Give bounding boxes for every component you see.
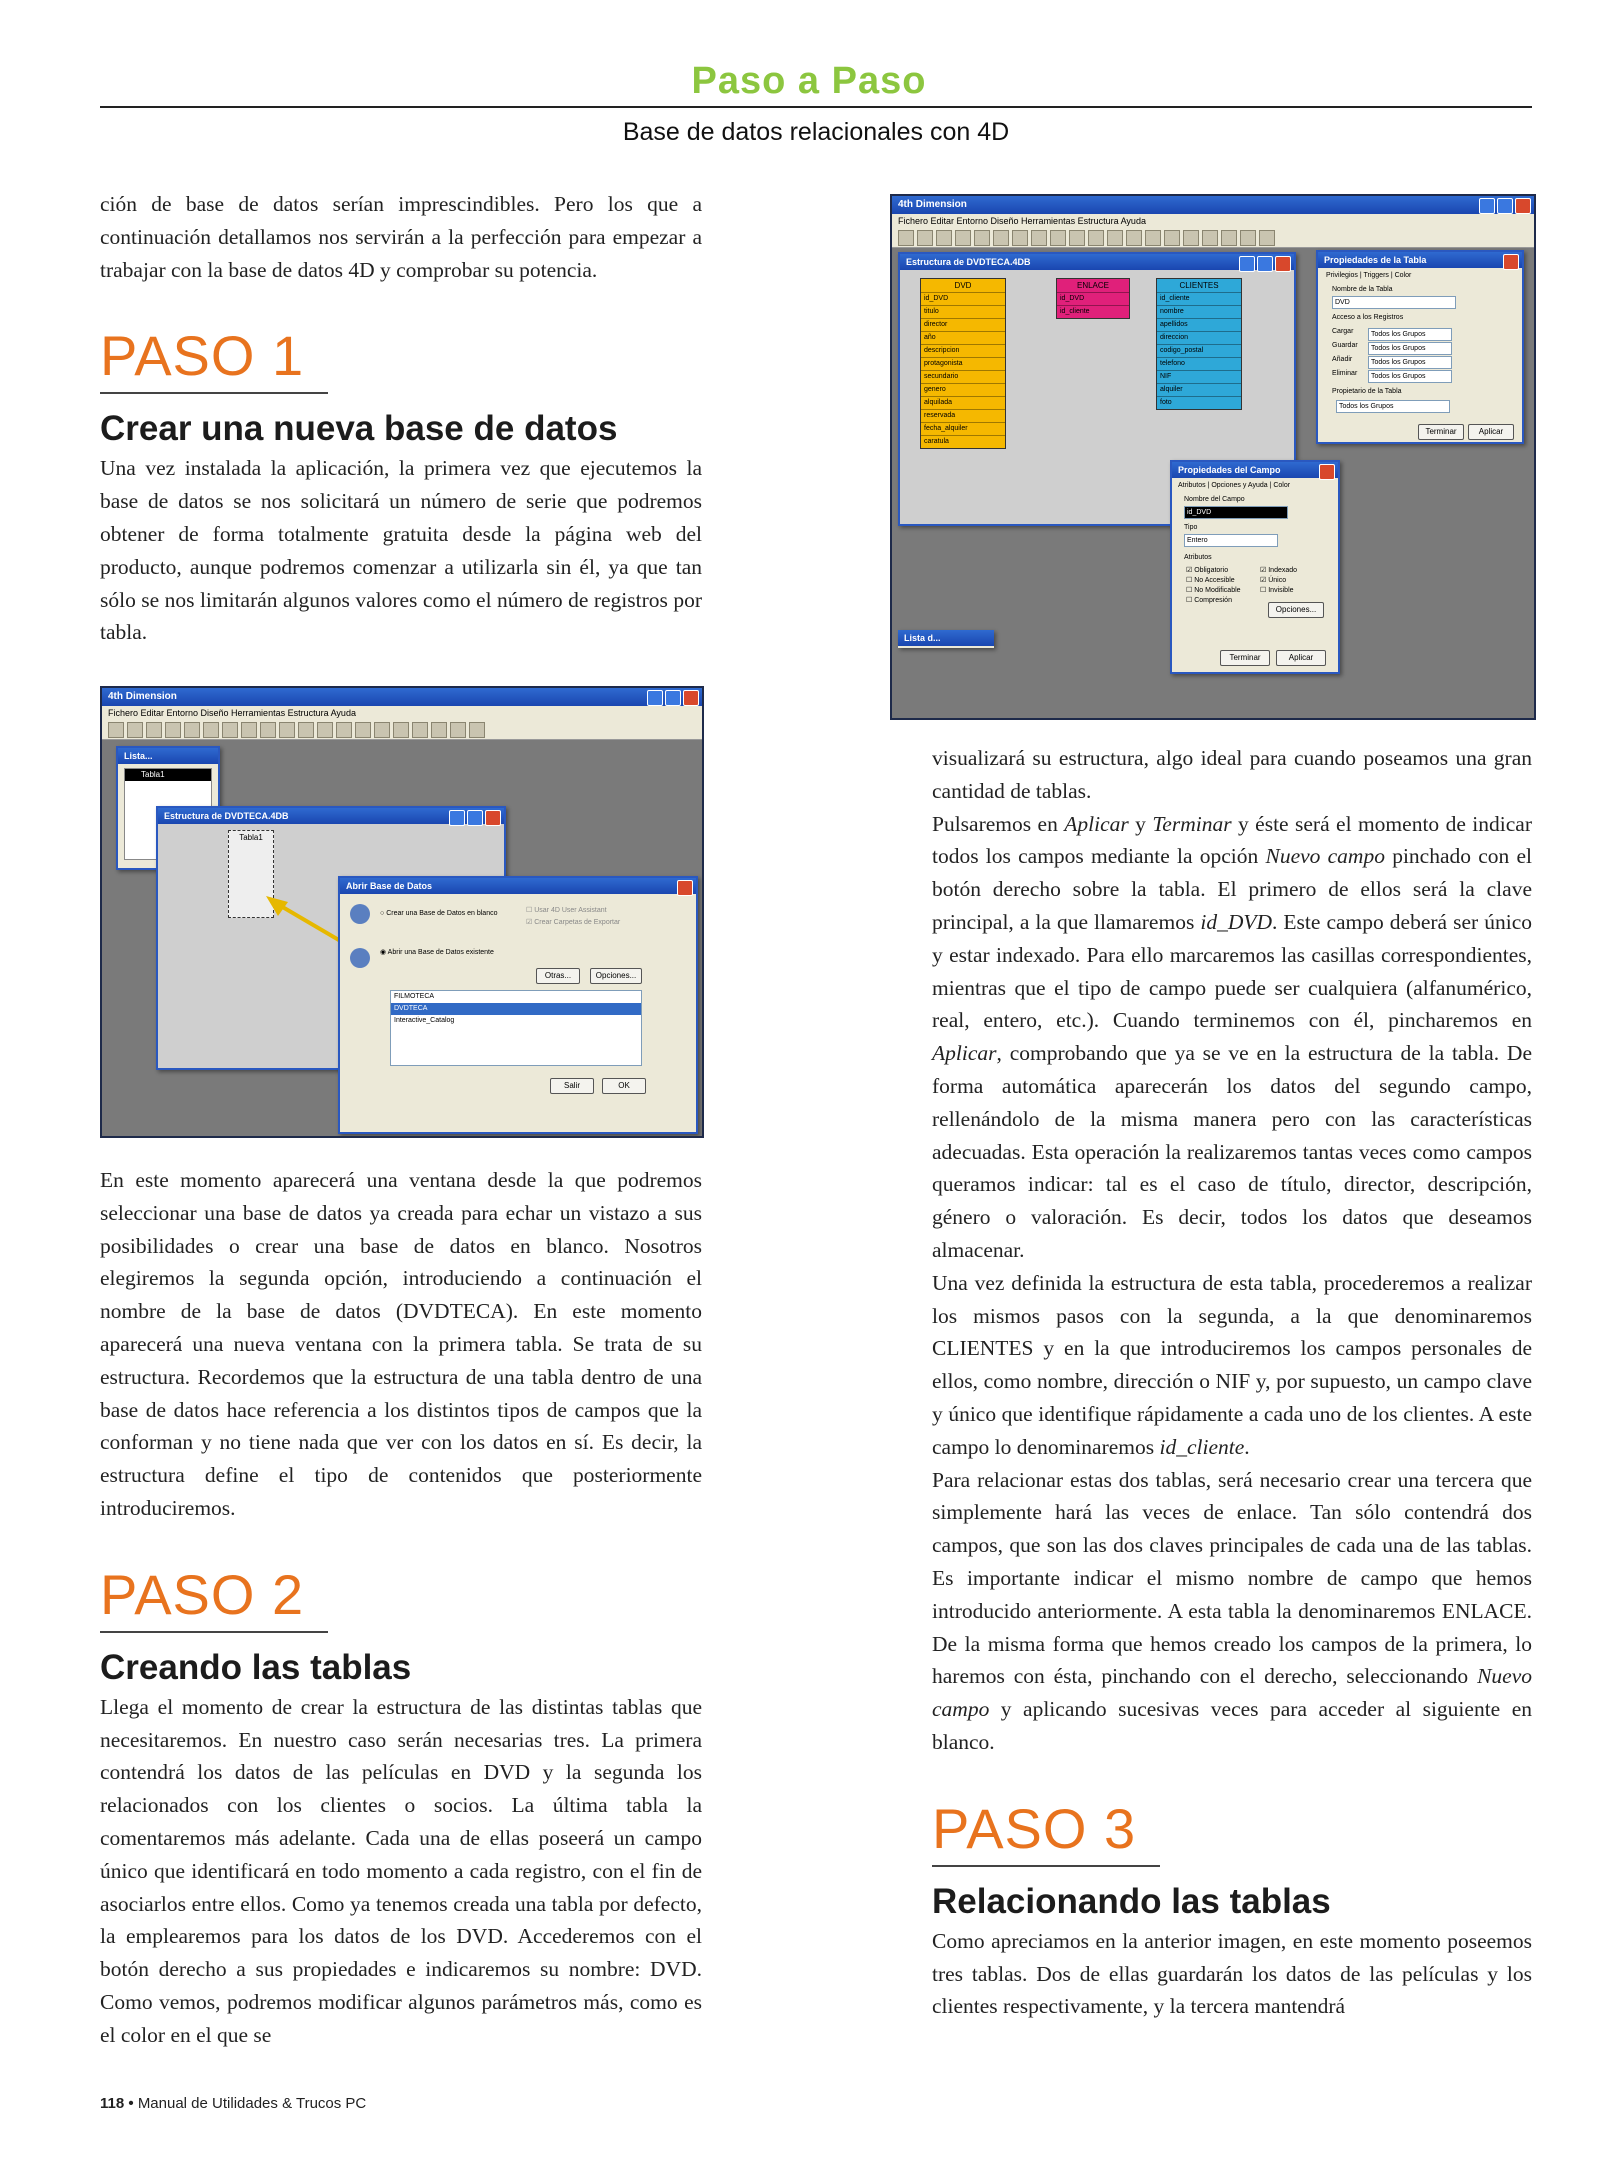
opciones-button[interactable]: Opciones...	[590, 968, 642, 984]
paso3-label: PASO 3	[932, 1799, 1160, 1867]
otras-button[interactable]: Otras...	[536, 968, 580, 984]
attr-checkbox[interactable]: ☐ No Modificable	[1186, 587, 1241, 594]
page-header-title: Paso a Paso	[691, 60, 927, 102]
table-enlace-field[interactable]: id_cliente	[1057, 305, 1129, 318]
paso3-heading: Relacionando las tablas	[932, 1881, 1331, 1921]
table-clientes-field[interactable]: NIF	[1157, 370, 1241, 383]
right-paragraph-1: visualizará su estructura, algo ideal para cuando poseamos una gran cantidad de tablas.	[932, 746, 1532, 803]
aplicar-button[interactable]: Aplicar	[1276, 650, 1326, 666]
open-database-dialog[interactable]	[338, 876, 698, 1134]
table-props-tabs[interactable]: Privilegios | Triggers | Color	[1326, 272, 1412, 279]
minimize-icon[interactable]	[647, 690, 663, 706]
access-row-label: Guardar	[1332, 342, 1358, 349]
table-name-input[interactable]: DVD	[1332, 296, 1456, 309]
paso1-paragraph-2: En este momento aparecerá una ventana desde la que podremos seleccionar una base de datos ya creada para echar un vistazo a sus posibilidades o crear una base de datos en blanco. Nosotros elegiremos la segunda opción, introduciendo a continuación el nombre de la base de datos (DVDTECA). En este momento aparecerá una nueva ventana con la primera tabla. Se trata de su estructura. Recordemos que la estructura de una tabla dentro de una base de datos hace referencia a los distintos tipos de campos que la conforman y no tiene nada que ver con los datos en sí. Es decir, la estructura define el tipo de contenidos que posteriormente introduciremos.	[100, 1168, 702, 1520]
table-dvd-field[interactable]: descripcion	[921, 344, 1005, 357]
access-select[interactable]: Todos los Grupos	[1368, 356, 1452, 369]
right-paragraph-4: Para relacionar estas dos tablas, será necesario crear una tercera que simplemente hará las veces de enlace. Tan sólo contendrá dos campos, que son las dos claves principales de cada una de las tablas. Es importante indicar el mismo nombre de campo que hemos introducido anteriormente. A esta tabla la denominaremos ENLACE. De la misma forma que hemos creado los campos de la primera, lo haremos con ésta, pinchando con el derecho, seleccionando Nuevo campo y aplicando sucesivas veces para acceder al siguiente en blanco.	[932, 1467, 1532, 1754]
table-clientes-field[interactable]: alquiler	[1157, 383, 1241, 396]
page-footer	[100, 2095, 366, 2112]
app-menubar[interactable]: Fichero Editar Entorno Diseño Herramientas Estructura Ayuda	[102, 706, 702, 720]
list-window-title: Lista...	[124, 751, 153, 761]
structure-window-title: Estructura de DVDTECA.4DB	[164, 811, 289, 821]
table-clientes-field[interactable]: codigo_postal	[1157, 344, 1241, 357]
right-column	[932, 742, 1532, 2023]
aplicar-button[interactable]: Aplicar	[1468, 424, 1514, 440]
app-toolbar[interactable]	[892, 228, 1534, 248]
table-enlace-name: ENLACE	[1076, 281, 1109, 290]
attr-checkbox[interactable]: ☐ Compresión	[1186, 597, 1232, 604]
close-icon[interactable]	[677, 880, 693, 896]
attributes-label: Atributos	[1184, 554, 1212, 561]
screenshot-table-structure	[890, 194, 1536, 720]
table-dvd-field[interactable]: id_DVD	[921, 292, 1005, 305]
table-dvd-field[interactable]: caratula	[921, 435, 1005, 448]
app-titlebar	[102, 688, 702, 706]
publication-name: Manual de Utilidades & Trucos PC	[137, 2095, 367, 2112]
access-select[interactable]: Todos los Grupos	[1368, 342, 1452, 355]
table-dvd-field[interactable]: año	[921, 331, 1005, 344]
right-paragraph-3: Una vez definida la estructura de esta tabla, procederemos a realizar los mismos pasos con la segunda, a la que denominaremos CLIENTES y en la que introduciremos los campos personales de ellos, como nombre, dirección o NIF y, por supuesto, un campo clave y único que identifique rápidamente a cada uno de los clientes. A este campo lo denominaremos id_cliente.	[932, 1270, 1532, 1459]
field-type-select[interactable]: Entero	[1184, 534, 1278, 547]
table-enlace-field[interactable]: id_DVD	[1057, 292, 1129, 305]
file-item[interactable]: Interactive_Catalog	[394, 1017, 455, 1024]
checkbox-user-assistant[interactable]: ☐ Usar 4D User Assistant	[526, 907, 607, 914]
app-menubar[interactable]: Fichero Editar Entorno Diseño Herramientas Estructura Ayuda	[892, 214, 1534, 228]
access-row-label: Cargar	[1332, 328, 1354, 335]
database-file-list[interactable]	[390, 990, 642, 1066]
access-label: Acceso a los Registros	[1332, 314, 1404, 321]
field-props-tabs[interactable]: Atributos | Opciones y Ayuda | Color	[1178, 482, 1291, 489]
table-clientes-field[interactable]: foto	[1157, 396, 1241, 409]
access-row-label: Eliminar	[1332, 370, 1358, 377]
footer-separator: •	[128, 2095, 134, 2112]
table-tabla1-name: Tabla1	[239, 833, 263, 842]
table-dvd-field[interactable]: reservada	[921, 409, 1005, 422]
table-dvd-field[interactable]: genero	[921, 383, 1005, 396]
salir-button[interactable]: Salir	[550, 1078, 594, 1094]
field-props-title: Propiedades del Campo	[1178, 465, 1281, 475]
table-name-label: Nombre de la Tabla	[1332, 286, 1393, 293]
field-name-input[interactable]: id_DVD	[1184, 506, 1288, 519]
list-window-title: Lista d...	[904, 633, 941, 643]
attr-checkbox[interactable]: ☐ Invisible	[1260, 587, 1294, 594]
intro-paragraph: ción de base de datos serían imprescindibles. Pero los que a continuación detallamos nos servirán a la perfección para empezar a trabajar con la base de datos 4D y comprobar su potencia.	[100, 192, 702, 282]
field-name-label: Nombre del Campo	[1184, 496, 1245, 503]
app-title: 4th Dimension	[108, 691, 177, 702]
app-title: 4th Dimension	[898, 199, 967, 210]
ok-button[interactable]: OK	[602, 1078, 646, 1094]
attr-checkbox[interactable]: ☑ Indexado	[1260, 567, 1298, 574]
checkbox-export-folders[interactable]: ☑ Crear Carpetas de Exportar	[526, 919, 621, 926]
access-select[interactable]: Todos los Grupos	[1368, 328, 1452, 341]
app-toolbar[interactable]	[102, 720, 702, 740]
database-icon	[350, 904, 370, 924]
access-row-label: Añadir	[1332, 356, 1353, 363]
screenshot-open-database	[100, 686, 704, 1138]
access-select[interactable]: Todos los Grupos	[1368, 370, 1452, 383]
paso2-paragraph: Llega el momento de crear la estructura de las distintas tablas que necesitaremos. En nuestro caso serán necesarias tres. La primera contendrá los datos de las películas en DVD y la segunda los relacionados con los clientes o socios. La última tabla la comentaremos más adelante. Cada una de ellas poseerá un campo único que identificará en todo momento a cada registro, con el fin de asociarlos entre ellos. Como ya tenemos creada una tabla por defecto, la emplearemos para los datos de los DVD. Accederemos con el botón derecho a sus propiedades e indicaremos su nombre: DVD. Como vemos, podremos modificar algunos parámetros más, como es el color en el que se	[100, 1694, 702, 2047]
table-enlace[interactable]	[1056, 278, 1130, 319]
paso1-paragraph: Una vez instalada la aplicación, la primera vez que ejecutemos la base de datos se nos solicitará un número de serie que podremos obtener de forma totalmente gratuita desde la página web del producto, aunque podremos comenzar a utilizarla sin él, ya que tan sólo se nos limitarán algunos valores como el número de registros por tabla.	[100, 456, 702, 645]
table-clientes-field[interactable]: nombre	[1157, 305, 1241, 318]
opciones-button[interactable]: Opciones...	[1268, 602, 1324, 618]
table-clientes-field[interactable]: direccion	[1157, 331, 1241, 344]
attr-checkbox[interactable]: ☑ Único	[1260, 577, 1287, 584]
owner-select[interactable]: Todos los Grupos	[1336, 400, 1450, 413]
attr-checkbox[interactable]: ☑ Obligatorio	[1186, 567, 1229, 574]
table-clientes-name: CLIENTES	[1179, 281, 1219, 290]
paso1-heading: Crear una nueva base de datos	[100, 409, 618, 449]
table-dvd-field[interactable]: titulo	[921, 305, 1005, 318]
table-dvd-field[interactable]: fecha_alquiler	[921, 422, 1005, 435]
list-window-minimized[interactable]	[898, 630, 994, 648]
right-paragraph-2: Pulsaremos en Aplicar y Terminar y éste será el momento de indicar todos los campos mediante la opción Nuevo campo pinchado con el botón derecho sobre la tabla. El primero de ellos será la clave principal, a la que llamaremos id_DVD. Este campo deberá ser único y estar indexado. Para ello marcaremos las casillas correspondientes, mientras que el tipo de campo puede ser cualquiera (alfanumérico, real, entero, etc.). Cuando terminemos con él, pincharemos en Aplicar, comprobando que ya se ve en la estructura de la tabla. De forma automática aparecerán los datos del segundo campo, rellenándolo de la misma manera pero con las características adecuadas. Esta operación la realizaremos tantas veces como campos queramos indicar: tal es el caso de título, director, descripción, género o valoración. Es decir, todos los datos que deseamos almacenar.	[932, 811, 1532, 1262]
terminar-button[interactable]: Terminar	[1220, 650, 1270, 666]
table-clientes-field[interactable]: apellidos	[1157, 318, 1241, 331]
page-number: 118	[100, 2095, 125, 2112]
table-dvd-field[interactable]: secundario	[921, 370, 1005, 383]
table-clientes[interactable]	[1156, 278, 1242, 410]
field-properties-dialog[interactable]	[1170, 460, 1340, 674]
table-dvd-field[interactable]: alquilada	[921, 396, 1005, 409]
file-item-selected[interactable]: DVDTECA	[391, 1003, 641, 1015]
table-dvd-field[interactable]: director	[921, 318, 1005, 331]
paso2-heading: Creando las tablas	[100, 1647, 412, 1687]
radio-open-existing[interactable]: ◉ Abrir una Base de Datos existente	[380, 949, 494, 956]
left-column-intro	[100, 188, 702, 649]
structure-window-title: Estructura de DVDTECA.4DB	[906, 257, 1031, 267]
database-icon	[350, 948, 370, 968]
list-item-tabla1[interactable]: Tabla1	[125, 769, 211, 781]
table-clientes-field[interactable]: id_cliente	[1157, 292, 1241, 305]
table-dvd-field[interactable]: protagonista	[921, 357, 1005, 370]
table-dvd-name: DVD	[954, 281, 972, 290]
close-icon[interactable]	[683, 690, 699, 706]
paso1-label: PASO 1	[100, 326, 328, 394]
page-header-subtitle: Base de datos relacionales con 4D	[622, 118, 1010, 146]
table-props-title: Propiedades de la Tabla	[1324, 255, 1427, 265]
paso3-paragraph: Como apreciamos en la anterior imagen, en este momento poseemos tres tablas. Dos de ellas guardarán los datos de las películas y los clientes respectivamente, y la tercera mantendrá	[932, 1928, 1532, 2019]
attr-checkbox[interactable]: ☐ No Accesible	[1186, 577, 1235, 584]
maximize-icon[interactable]	[665, 690, 681, 706]
table-dvd[interactable]	[920, 278, 1006, 449]
table-clientes-field[interactable]: telefono	[1157, 357, 1241, 370]
radio-create-blank[interactable]: ○ Crear una Base de Datos en blanco	[380, 910, 498, 917]
table-properties-dialog[interactable]	[1316, 250, 1524, 444]
terminar-button[interactable]: Terminar	[1418, 424, 1464, 440]
header-divider	[100, 106, 1532, 108]
field-type-label: Tipo	[1184, 524, 1198, 531]
file-item[interactable]: FILMOTECA	[394, 993, 435, 1000]
dialog-title: Abrir Base de Datos	[346, 881, 433, 891]
left-column-bottom	[100, 1164, 702, 2052]
owner-label: Propietario de la Tabla	[1332, 388, 1402, 395]
close-icon[interactable]	[1515, 198, 1531, 214]
paso2-label: PASO 2	[100, 1565, 328, 1633]
